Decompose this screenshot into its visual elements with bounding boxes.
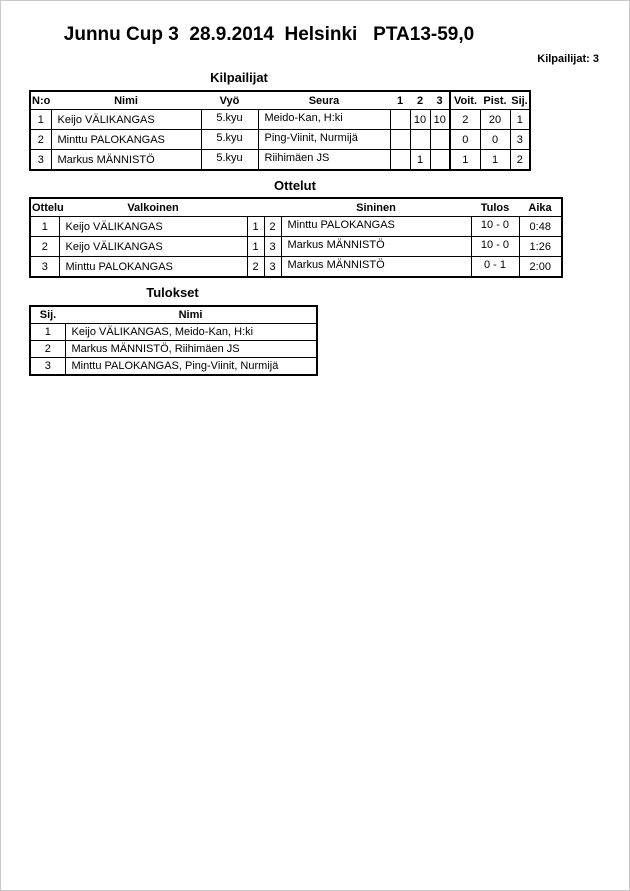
tulokset-row — [30, 341, 317, 358]
cell-vyo: 5.kyu — [201, 110, 258, 130]
cell-name-club: Minttu PALOKANGAS, Ping-Viinit, Nurmijä — [65, 358, 317, 376]
cell-vyo: 5.kyu — [201, 130, 258, 150]
cell-time: 2:00 — [519, 257, 562, 278]
col-header-num1 — [247, 198, 264, 217]
cell-nimi: Markus MÄNNISTÖ — [51, 150, 201, 171]
competitors-count-label: Kilpailijat: 3 — [537, 53, 599, 65]
cell-match-no: 3 — [30, 257, 59, 278]
cell-white-no: 2 — [247, 257, 264, 278]
cell-rank: 2 — [30, 341, 65, 358]
cell-score: 0 - 1 — [471, 257, 519, 278]
cell-score: 10 - 0 — [471, 237, 519, 257]
cell-sij: 3 — [510, 130, 530, 150]
col-header-nimi: Nimi — [65, 306, 317, 324]
cell-blue: Markus MÄNNISTÖ — [281, 257, 471, 278]
cell-voit: 1 — [450, 150, 480, 171]
tulokset-table — [29, 305, 318, 376]
section-title-ottelut: Ottelut — [274, 178, 316, 193]
cell-no: 3 — [30, 150, 51, 171]
cell-r3: 10 — [430, 110, 450, 130]
col-header-num2 — [264, 198, 281, 217]
cell-time: 0:48 — [519, 217, 562, 237]
page-title: Junnu Cup 3 28.9.2014 Helsinki PTA13-59,0 — [63, 24, 475, 45]
col-header-3: 3 — [430, 91, 450, 110]
cell-score: 10 - 0 — [471, 217, 519, 237]
ottelut-row — [30, 257, 562, 278]
cell-r2: 10 — [410, 110, 430, 130]
cell-sij: 1 — [510, 110, 530, 130]
cell-pist: 1 — [480, 150, 510, 171]
cell-name-club: Markus MÄNNISTÖ, Riihimäen JS — [65, 341, 317, 358]
kilpailijat-row — [30, 150, 530, 171]
col-header-pist: Pist. — [480, 91, 510, 110]
cell-blue-no: 3 — [264, 237, 281, 257]
ottelut-row — [30, 217, 562, 237]
cell-pist: 20 — [480, 110, 510, 130]
cell-match-no: 2 — [30, 237, 59, 257]
tulokset-header-row — [30, 306, 317, 324]
cell-white-no: 1 — [247, 237, 264, 257]
cell-r2 — [410, 130, 430, 150]
tulokset-row — [30, 358, 317, 376]
cell-no: 2 — [30, 130, 51, 150]
cell-vyo: 5.kyu — [201, 150, 258, 171]
col-header-nimi: Nimi — [51, 91, 201, 110]
cell-rank: 3 — [30, 358, 65, 376]
cell-pist: 0 — [480, 130, 510, 150]
section-title-tulokset: Tulokset — [146, 285, 199, 300]
cell-blue-no: 3 — [264, 257, 281, 278]
ottelut-row — [30, 237, 562, 257]
cell-r1 — [390, 150, 410, 171]
cell-blue-no: 2 — [264, 217, 281, 237]
col-header-seura: Seura — [258, 91, 390, 110]
col-header-aika: Aika — [519, 198, 562, 217]
cell-time: 1:26 — [519, 237, 562, 257]
cell-white: Keijo VÄLIKANGAS — [59, 237, 247, 257]
cell-match-no: 1 — [30, 217, 59, 237]
col-header-sij: Sij. — [30, 306, 65, 324]
cell-sij: 2 — [510, 150, 530, 171]
cell-r3 — [430, 130, 450, 150]
cell-blue: Minttu PALOKANGAS — [281, 217, 471, 237]
kilpailijat-row — [30, 130, 530, 150]
col-header-vyo: Vyö — [201, 91, 258, 110]
cell-white: Minttu PALOKANGAS — [59, 257, 247, 278]
cell-white: Keijo VÄLIKANGAS — [59, 217, 247, 237]
cell-nimi: Minttu PALOKANGAS — [51, 130, 201, 150]
col-header-ottelu: Ottelu — [30, 198, 59, 217]
col-header-sij: Sij. — [510, 91, 530, 110]
cell-nimi: Keijo VÄLIKANGAS — [51, 110, 201, 130]
cell-seura: Riihimäen JS — [258, 150, 390, 171]
cell-white-no: 1 — [247, 217, 264, 237]
col-header-sininen: Sininen — [281, 198, 471, 217]
col-header-1: 1 — [390, 91, 410, 110]
col-header-tulos: Tulos — [471, 198, 519, 217]
kilpailijat-table — [29, 90, 531, 171]
ottelut-table — [29, 197, 563, 278]
cell-voit: 0 — [450, 130, 480, 150]
cell-r1 — [390, 110, 410, 130]
col-header-no: N:o — [30, 91, 51, 110]
cell-seura: Ping-Viinit, Nurmijä — [258, 130, 390, 150]
col-header-voit: Voit. — [450, 91, 480, 110]
col-header-valkoinen: Valkoinen — [59, 198, 247, 217]
kilpailijat-header-row — [30, 91, 530, 110]
cell-r3 — [430, 150, 450, 171]
cell-voit: 2 — [450, 110, 480, 130]
cell-r1 — [390, 130, 410, 150]
kilpailijat-row — [30, 110, 530, 130]
cell-no: 1 — [30, 110, 51, 130]
section-title-kilpailijat: Kilpailijat — [210, 70, 268, 85]
ottelut-header-row — [30, 198, 562, 217]
col-header-2: 2 — [410, 91, 430, 110]
cell-name-club: Keijo VÄLIKANGAS, Meido-Kan, H:ki — [65, 324, 317, 341]
cell-seura: Meido-Kan, H:ki — [258, 110, 390, 130]
tulokset-row — [30, 324, 317, 341]
cell-r2: 1 — [410, 150, 430, 171]
cell-blue: Markus MÄNNISTÖ — [281, 237, 471, 257]
cell-rank: 1 — [30, 324, 65, 341]
